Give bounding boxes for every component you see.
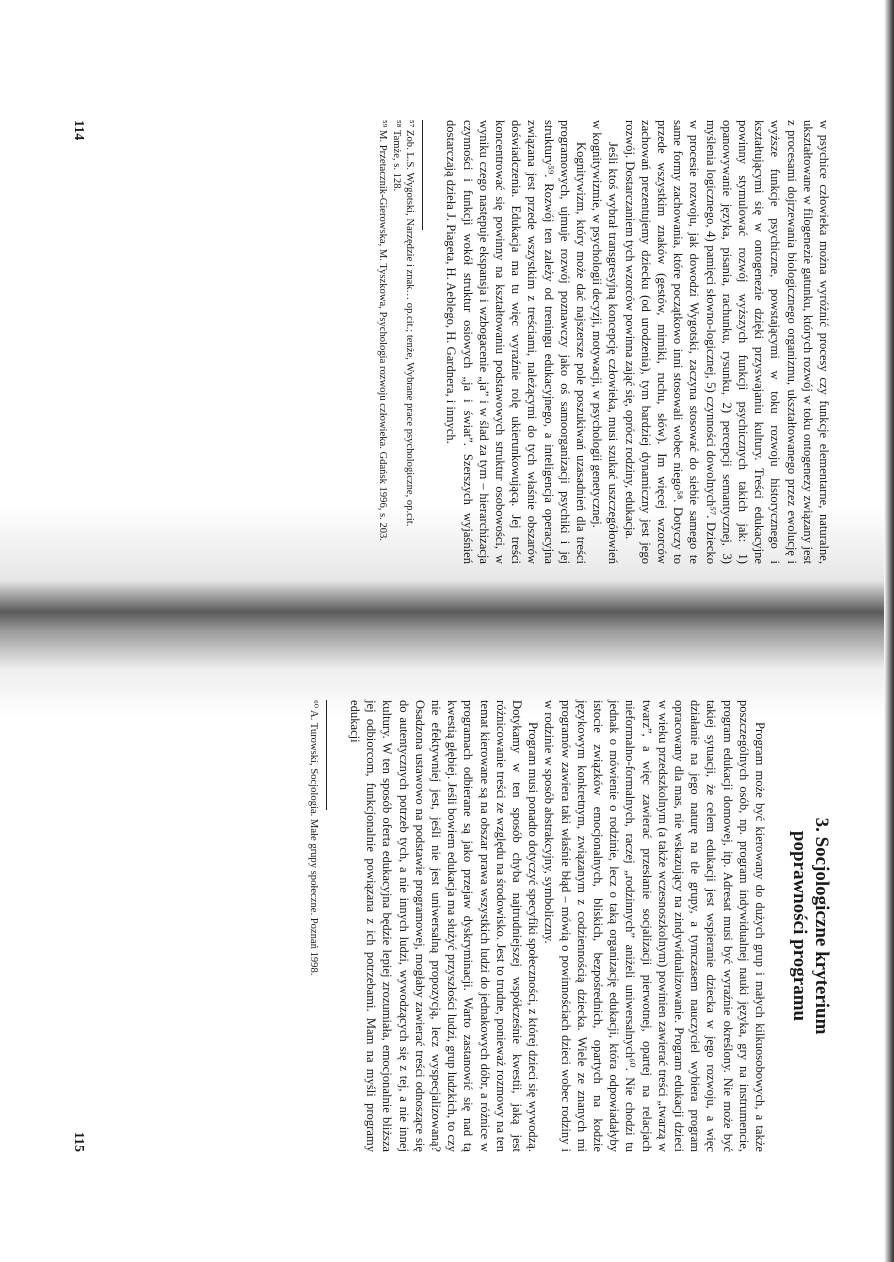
section-heading-line-2: poprawności programu	[789, 830, 810, 1022]
footnote-58: ⁵⁸ Tamże, s. 128.	[390, 120, 402, 192]
page-number-right: 115	[71, 1131, 86, 1152]
footnote-60: ⁶⁰ A. Turowski, Socjologia. Małe grupy społeczne. Poznań 1998.	[307, 700, 319, 976]
footnote-59: ⁵⁹ M. Przetacznik-Gierowska, M. Tyszkowa, Psychologia rozwoju człowieka. Gdańsk 1996, s. 203.	[377, 120, 389, 541]
left-paragraph-2: Jeśli ktoś wybrał transgresyjną koncepcję człowieka, musi szukać uszczegółowień w kognitywizmie, w psychologii decyzji, motywacji, w psychologii genetycznej.	[590, 120, 621, 564]
right-page	[0, 660, 894, 1262]
section-heading	[788, 700, 832, 1152]
left-page	[0, 0, 894, 600]
footnote-57: ⁵⁷ Zob. L.S. Wygotski, Narzędzie i znak… op.cit.; tenże, Wybrane prace psychologiczne, op.cit.	[404, 120, 416, 527]
left-paragraph-3: Kognitywizm, który może dać najszersze pole poszukiwań uzasadnień dla treści programowych, ujmuje rozwój poznawczy jako oś samoorganizacji psychiki i jej struktury⁵⁹. Rozwój ten zależy od treningu edukacyjnego, a inteligencja operacyjna związana jest przede wszystkim z treściami, należącymi do tych właśnie obszarów doświadczenia. Edukacja ma tu więc wyraźnie rolę ukierunkowującą. Jej treści koncentrować się powinny na kształtowaniu podstawowych struktur osobowości, w wyniku czego następuje ekspansja i wzbogacenie „ja” i w ślad za tym – hierarchizacja czynności i funkcji wokół struktur osiowych „ja i świat”. Szerszych wyjaśnień dostarczają dzieła J. Piageta, H. Aeblego, H. Gardnera, i innych.	[444, 120, 588, 564]
right-paragraph-1: Program może być kierowany do dużych grup i małych kilkuosobowych, a także poszczególnych osób, np. program indywidualnej nauki języka, gry na instrumencie, program edukacji domowej, itp. Adresat musi być wyraźnie określony. Nie może być takiej sytuacji, że celem edukacji jest wspieranie dziecka w jego rozwoju, a więc działanie na jego naturę na tle grupy, a tymczasem nauczyciel wybiera program opracowany dla mas, nie wskazujący na zindywidualizowanie. Program edukacji dzieci w wieku przedszkolnym (a także wczesnoszkolnym) powinien zawierać treści „twarzą w twarz”, a więc zawierać przesłanie socjalizacji pierwotnej, opartej na relacjach nieformalno-formalnych, raczej „rodzinnych” aniżeli uniwersalnych⁶⁰. Nie chodzi tu jednak o mówienie o rodzinie, lecz o taką organizację edukacji, która odpowiadałyby istocie związków emocjonalnych, bliskich, bezpośrednich, opartych na kodzie językowym konkretnym, związanym z codziennością dziecka. Wiele ze znanych mi programów zawiera taki właśnie błąd – mówią o powinnościach dzieci wobec rodziny i w rodzinie w sposób abstrakcyjny, symboliczny.	[542, 700, 767, 1152]
section-heading-line-1: 3. Socjologiczne kryterium	[811, 817, 832, 1035]
footnote-rule	[326, 700, 327, 810]
right-paragraph-2: Program musi ponadto dotyczyć specyfiki społeczności, z której dzieci się wywodzą. Dotykamy w ten sposób chyba najtrudniejszej współcześnie kwestii, jaką jest różnicowanie treści ze względu na środowisko. Jest to trudne, ponieważ rozmowy na ten temat kierowane są na obszar prawa wszystkich ludzi do jednakowych dóbr, a różnice w programach odbierane są jako przejaw dyskryminacji. Warto zastanowić się nad tą kwestią głębiej. Jeśli bowiem edukacja ma służyć przyszłości ludzi, grup ludzkich, to czy nie efektywniej jest, jeśli nie jest uniwersalną propozycją, lecz wyspecjalizowaną? Osadzona ustawowo na podstawie programowej, mogłaby zawierać treści odnoszące się do autentycznych potrzeb tych, a nie innych ludzi, wywodzących się z tej, a nie innej kultury. W ten sposób oferta edukacyjna będzie lepiej zrozumiała, emocjonalnie bliższa jej odbiorcom, funkcjonalnie powiązana z ich potrzebami. Mam na myśli programy edukacji	[347, 700, 541, 1152]
left-paragraph-1: w psychice człowieka można wyróżnić procesy czy funkcje elementarne, naturalne, ukształtowane w filogenezie gatunku, których rozwój w toku ontogenezy związany jest z procesami dojrzewania biologicznego organizmu, ukształtowanego przez ewolucję i wyższe funkcje psychiczne, powstającymi w toku rozwoju historycznego i kształtującymi się w ontogenezie dzięki przyswajaniu kultury. Treści edukacyjne powinny stymulować rozwój wyższych funkcji psychicznych takich jak: 1) opanowywanie języka, pisania, rachunku, rysunku, 2) percepcji semantycznej, 3) myślenia logicznego, 4) pamięci słowno-logicznej, 5) czynności dowolnych⁵⁷. Dziecko w procesie rozwoju, jak dowodzi Wygotski, zaczyna stosować do siebie samego te same formy zachowania, które początkowo inni stosowali wobec niego⁵⁸. Dotyczy to przede wszystkim znaków (gestów, mimiki, ruchu, słów). Im więcej wzorców zachowań prezentujemy dziecku (od urodzenia), tym bardziej dynamiczny jest jego rozwój. Dostarczaniem tych wzorców powinna zająć się, oprócz rodziny, edukacja.	[622, 120, 831, 564]
footnote-rule	[422, 120, 423, 230]
page-number-left: 114	[71, 120, 86, 141]
